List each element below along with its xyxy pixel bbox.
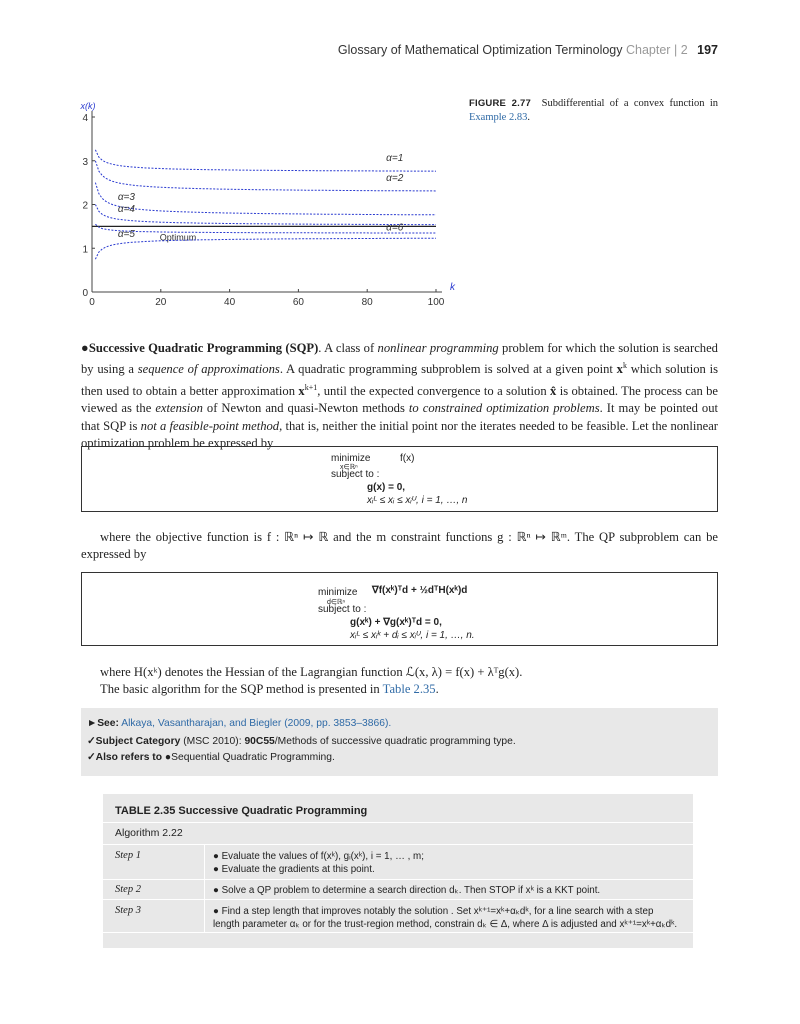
- x-tick-label: 0: [89, 297, 95, 308]
- y-tick-label: 2: [82, 200, 88, 212]
- table-divider: [103, 879, 693, 880]
- step-line: ● Evaluate the gradients at this point.: [213, 864, 375, 875]
- text: , until the expected convergence to a solution: [317, 383, 547, 398]
- constraint-1: g(xᵏ) + ∇g(xᵏ)ᵀd = 0,: [350, 617, 442, 628]
- hessian-paragraph: [81, 664, 718, 699]
- y-tick-label: 0: [82, 288, 88, 299]
- subject-category-line: [87, 735, 516, 747]
- link-nonlinear-programming: nonlinear programming: [377, 341, 499, 355]
- figure-label: FIGURE 2.77: [469, 98, 531, 109]
- caption-text: Subdifferential of a convex function in: [541, 98, 719, 109]
- minimize-label: minimize: [331, 453, 371, 464]
- series-label: α=1: [386, 153, 404, 165]
- text: which solution is then used to obtain a better approximation: [81, 362, 719, 398]
- minimize-subscript: x∈ℝⁿ: [340, 464, 358, 471]
- algorithm-table: [103, 794, 693, 948]
- italic-term: extension: [155, 401, 203, 416]
- x-axis-label: k: [450, 282, 455, 293]
- x-tick-label: 100: [427, 297, 445, 308]
- constraint-2: xᵢᴸ ≤ xᵢᵏ + dᵢ ≤ xᵢᵁ, i = 1, …, n.: [350, 630, 475, 641]
- series-line: [95, 238, 436, 259]
- series-label: α=3: [117, 191, 135, 203]
- text: problem for which the solution is searched by using a: [81, 341, 718, 377]
- sqp-definition: ●Successive Quadratic Programming (SQP). A class of nonlinear programming problem for which the solution is searched by using a sequence of approximations. A quadratic programming subproblem is solved at a given point $x^k$ which solution is then used to obtain a better approximation $x^{k+1}$, until the expected convergence to a solution x̂ is obtained. The process can be viewed as the extension of Newton and quasi-Newton methods to constrained optimization problems. It may be pointed out that SQP is not a feasible-point method, that is, neither the initial point nor the iterates needed to be feasible. Let the nonlinear optimization problem be expressed by: [81, 341, 719, 450]
- msc-code: 90C55: [244, 736, 275, 747]
- msc-label: (MSC 2010):: [183, 736, 242, 747]
- see-reference-link[interactable]: Alkaya, Vasantharajan, and Biegler (2009, pp. 3853–3866).: [121, 718, 392, 729]
- chapter-number: 2: [680, 43, 688, 57]
- also-refers-link[interactable]: ●Sequential Quadratic Programming.: [164, 752, 335, 763]
- table-title: TABLE 2.35 Successive Quadratic Programming: [115, 805, 368, 817]
- series-line: [95, 183, 436, 215]
- step-1-content: [213, 850, 688, 876]
- table-divider: [103, 844, 693, 845]
- problem-box-2: [81, 572, 718, 646]
- objective-paragraph: where the objective function is f : ℝⁿ ↦ ℝ and the m constraint functions g : ℝⁿ ↦ ℝᵐ. The QP subproblem can be expressed by: [81, 530, 718, 562]
- see-box: [81, 708, 718, 776]
- series-line: [95, 161, 436, 191]
- series-label: α=4: [117, 204, 135, 216]
- x-tick-label: 20: [155, 297, 167, 308]
- step-line: length parameter αₖ or for the trust-region method, constrain dₖ ∈ Δ, where Δ is adjusted and xᵏ⁺¹=xᵏ+αₖdᵏ.: [213, 919, 678, 930]
- step-line: ● Find a step length that improves notably the solution . Set xᵏ⁺¹=xᵏ+αₖdᵏ, for a line search with a step: [213, 906, 654, 917]
- minimize-subscript: d∈ℝⁿ: [327, 599, 346, 606]
- see-label: ►See:: [87, 718, 119, 729]
- category-text: /Methods of successive quadratic programming type.: [274, 736, 516, 747]
- chapter-separator: |: [673, 43, 678, 57]
- series-label: α=5: [117, 229, 135, 241]
- figure-chart: [0, 0, 460, 310]
- text: .: [435, 682, 439, 697]
- table-column-divider: [204, 844, 205, 932]
- text: , that is, neither the initial point nor the iterates needed to be feasible. Let the nonlinear optimization problem be expressed by: [81, 418, 718, 450]
- step-2-content: [213, 884, 688, 897]
- table-divider: [103, 899, 693, 900]
- text: . It may be pointed out that SQP is: [81, 401, 719, 433]
- see-line: [87, 718, 391, 729]
- step-label: Step 2: [115, 884, 141, 895]
- constraint-1: g(x) = 0,: [367, 482, 406, 493]
- text: is obtained. The process can be viewed as the: [81, 383, 719, 416]
- text: The basic algorithm for the SQP method is presented in: [100, 682, 380, 697]
- hessian-text: where H(xᵏ) denotes the Hessian of the Lagrangian function ℒ(x, λ) = f(x) + λᵀg(x).: [100, 665, 523, 679]
- algorithm-reference: [100, 681, 718, 698]
- constraint-2: xᵢᴸ ≤ xᵢ ≤ xᵢᵁ, i = 1, …, n: [367, 495, 468, 506]
- subject-to-label: subject to :: [318, 604, 367, 615]
- step-label: Step 1: [115, 850, 141, 861]
- y-tick-label: 3: [82, 156, 88, 168]
- y-tick-label: 1: [82, 244, 88, 256]
- subject-to-label: subject to :: [331, 469, 380, 480]
- italic-term: sequence of approximations: [137, 362, 280, 377]
- problem-box-1: [81, 446, 718, 512]
- table-link[interactable]: Table 2.35: [382, 682, 436, 697]
- bullet-icon: ●: [81, 341, 89, 355]
- caption-example-link[interactable]: Example 2.83: [469, 112, 528, 123]
- x-tick-label: 40: [224, 297, 236, 308]
- algorithm-label: Algorithm 2.22: [115, 827, 183, 839]
- step-line: ● Solve a QP problem to determine a search direction dₖ. Then STOP if xᵏ is a KKT point.: [213, 885, 601, 896]
- step-3-content: [213, 905, 688, 931]
- chapter-label: Chapter: [626, 43, 671, 57]
- y-axis-label: x(k): [80, 101, 96, 111]
- book-title: Glossary of Mathematical Optimization Terminology: [337, 43, 623, 57]
- step-line: ● Evaluate the values of f(xᵏ), gᵢ(xᵏ), i = 1, … , m;: [213, 851, 424, 862]
- also-refers-line: [87, 751, 335, 763]
- series-line: [95, 224, 436, 233]
- figure-caption: [469, 97, 718, 125]
- sqp-term: Successive Quadratic Programming (SQP): [88, 341, 319, 355]
- page-number: 197: [697, 43, 718, 57]
- series-label: α=6: [386, 222, 404, 234]
- x-tick-label: 60: [292, 297, 304, 308]
- y-tick-label: 4: [82, 113, 88, 124]
- subject-category-label: ✓Subject Category: [87, 736, 181, 747]
- series-label: α=2: [386, 172, 404, 184]
- x-tick-label: 80: [361, 297, 373, 308]
- caption-end: .: [527, 112, 530, 123]
- table-divider: [103, 932, 693, 933]
- text: . A class of: [318, 341, 375, 355]
- also-refers-label: ✓Also refers to: [87, 752, 163, 763]
- optimum-label: Optimum: [159, 232, 197, 243]
- minimize-label: minimize: [318, 587, 358, 598]
- text: . A quadratic programming subproblem is solved at a given point: [279, 362, 613, 377]
- italic-term: not a feasible-point method: [140, 418, 280, 433]
- series-line: [95, 150, 436, 171]
- objective: ∇f(xᵏ)ᵀd + ½dᵀH(xᵏ)d: [372, 585, 468, 596]
- objective: f(x): [400, 453, 415, 464]
- italic-term: to constrained optimization problems: [408, 401, 600, 416]
- table-divider: [103, 822, 693, 823]
- step-label: Step 3: [115, 905, 141, 916]
- text: of Newton and quasi-Newton methods: [206, 401, 405, 416]
